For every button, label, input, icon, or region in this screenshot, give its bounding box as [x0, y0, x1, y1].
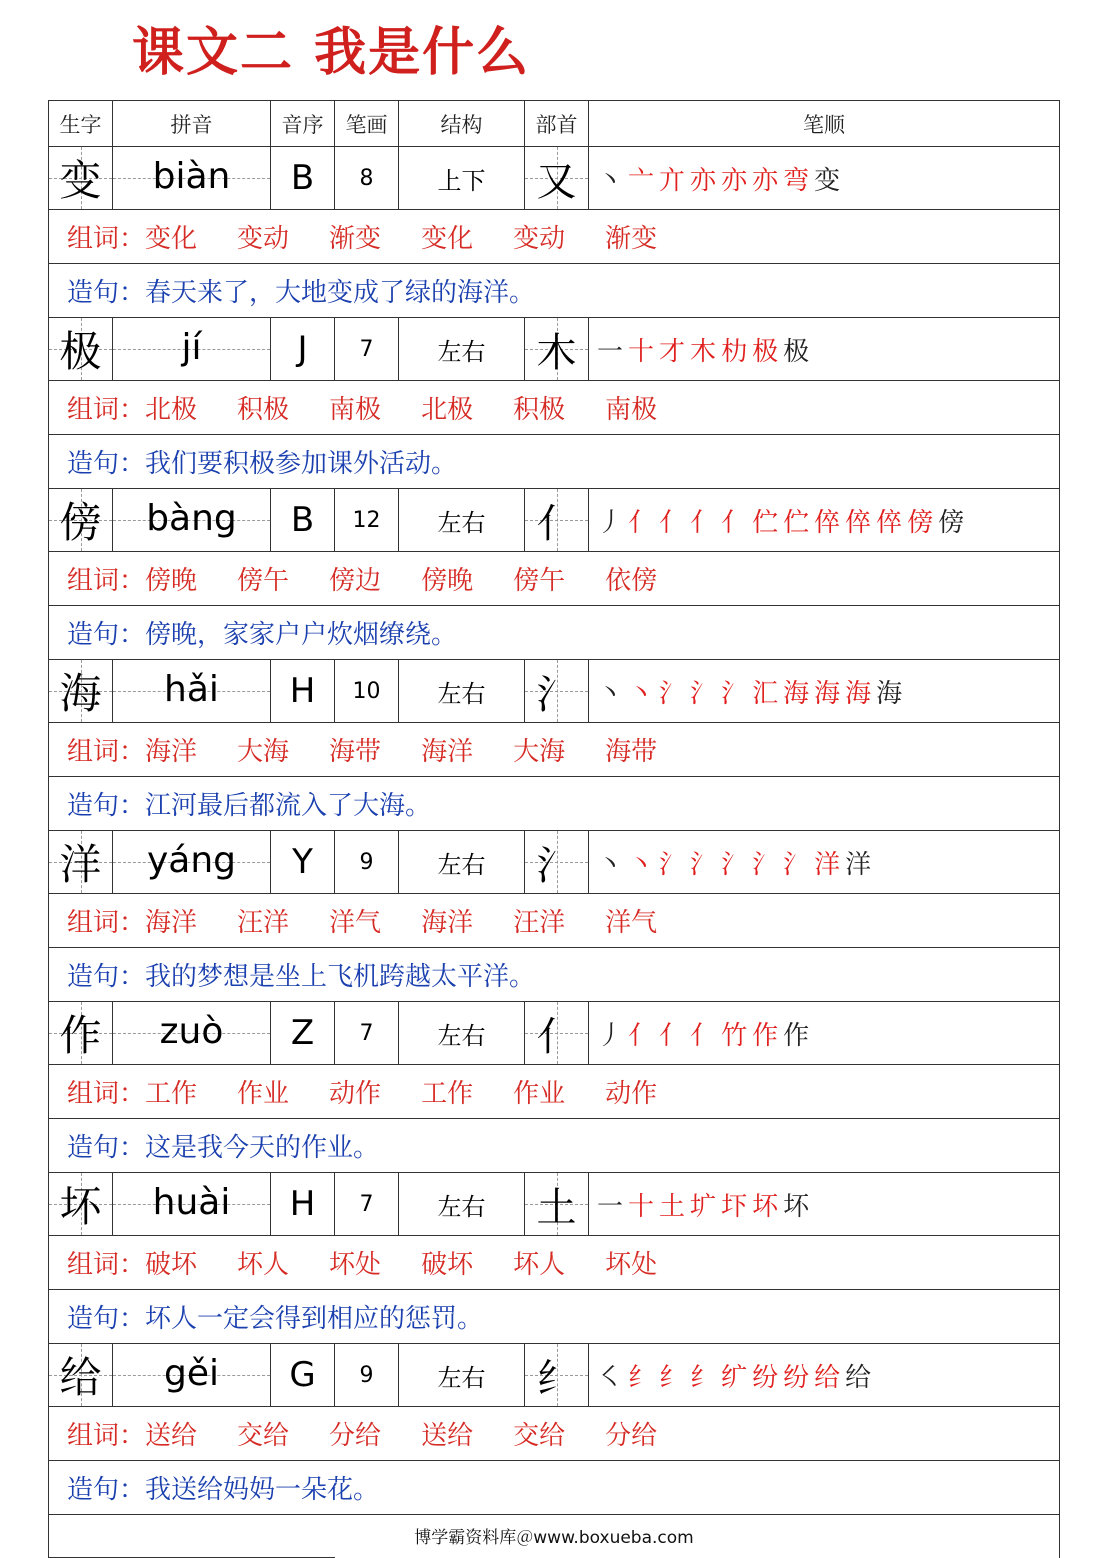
stroke-step: 亻 — [628, 507, 655, 538]
stroke-step: 倅 — [876, 507, 903, 538]
stroke-step: 竹 — [721, 1020, 748, 1051]
character-row — [48, 317, 1060, 380]
stroke-order — [597, 1186, 814, 1223]
word: 坏处 — [329, 1250, 382, 1280]
character-row — [48, 1172, 1060, 1235]
structure: 左右 — [437, 508, 486, 537]
stroke-step: 傍 — [938, 507, 965, 538]
sentence-row — [48, 605, 1060, 659]
structure: 左右 — [437, 679, 486, 708]
radical: 亻 — [536, 500, 577, 547]
sentence-label: 造句： — [67, 791, 146, 821]
stroke-step: 洋 — [845, 849, 872, 880]
stroke-order — [597, 1015, 814, 1052]
header-radical: 部首 — [525, 101, 589, 146]
character: 坏 — [59, 1182, 102, 1231]
pinyin-cell — [113, 318, 271, 380]
word: 海洋 — [145, 737, 198, 767]
word: 送给 — [421, 1421, 474, 1451]
structure: 左右 — [437, 337, 486, 366]
stroke-step: 纷 — [783, 1362, 810, 1393]
word: 交给 — [513, 1421, 566, 1451]
stroke-order — [597, 1357, 876, 1394]
stroke-count: 10 — [352, 678, 381, 704]
initial-cell — [271, 831, 335, 893]
word: 海洋 — [421, 908, 474, 938]
words-label: 组词： — [67, 908, 146, 938]
radical: 土 — [536, 1184, 577, 1231]
strokes-cell — [335, 1002, 399, 1064]
pinyin: gěi — [163, 1352, 219, 1394]
radical-cell — [525, 489, 589, 551]
stroke-order-cell — [589, 318, 1059, 380]
stroke-step: 亦 — [752, 165, 779, 196]
word: 北极 — [421, 395, 474, 425]
pinyin-cell — [113, 1344, 271, 1406]
stroke-step: 氵 — [690, 849, 717, 880]
strokes-cell — [335, 1173, 399, 1235]
stroke-step: 亦 — [721, 165, 748, 196]
stroke-order-cell — [589, 660, 1059, 722]
radical-cell — [525, 1344, 589, 1406]
radical-cell — [525, 318, 589, 380]
word: 汪洋 — [513, 908, 566, 938]
stroke-step: 作 — [783, 1020, 810, 1051]
strokes-cell — [335, 147, 399, 209]
words-label: 组词： — [67, 1079, 146, 1109]
pinyin: zuò — [159, 1010, 224, 1052]
stroke-step: 海 — [783, 678, 810, 709]
structure-cell — [399, 318, 525, 380]
stroke-step: 亻 — [659, 507, 686, 538]
radical: 氵 — [536, 671, 577, 718]
stroke-step: 木 — [690, 336, 717, 367]
sentence-label: 造句： — [67, 449, 146, 479]
stroke-step: 丿 — [597, 1020, 624, 1051]
structure-cell — [399, 1344, 525, 1406]
word: 洋气 — [329, 908, 382, 938]
stroke-step: 氵 — [659, 849, 686, 880]
header-initial: 音序 — [271, 101, 335, 146]
radical: 亻 — [536, 1013, 577, 1060]
stroke-step: 亻 — [628, 1020, 655, 1051]
sentence-label: 造句： — [67, 278, 146, 308]
words-row — [48, 551, 1060, 605]
initial: J — [297, 329, 308, 369]
stroke-step: 洋 — [814, 849, 841, 880]
structure-cell — [399, 831, 525, 893]
char-cell — [49, 660, 113, 722]
stroke-step: 亻 — [659, 1020, 686, 1051]
char-cell — [49, 147, 113, 209]
stroke-step: 倅 — [845, 507, 872, 538]
stroke-step: 纟 — [690, 1362, 717, 1393]
stroke-step: 亣 — [659, 165, 686, 196]
structure: 上下 — [437, 166, 486, 195]
stroke-order-cell — [589, 831, 1059, 893]
stroke-step: 纟 — [659, 1362, 686, 1393]
stroke-step: 圷 — [721, 1191, 748, 1222]
character-row — [48, 146, 1060, 209]
word: 傍晚 — [421, 566, 474, 596]
stroke-step: 一 — [597, 336, 624, 367]
words-row — [48, 209, 1060, 263]
header-pinyin: 拼音 — [113, 101, 271, 146]
char-cell — [49, 1173, 113, 1235]
sentence-label: 造句： — [67, 1304, 146, 1334]
character-row — [48, 1001, 1060, 1064]
word: 南极 — [329, 395, 382, 425]
pinyin: hǎi — [164, 668, 219, 710]
word: 工作 — [145, 1079, 198, 1109]
initial: H — [289, 671, 316, 711]
strokes-cell — [335, 660, 399, 722]
word: 傍晚 — [145, 566, 198, 596]
radical-cell — [525, 147, 589, 209]
words-row — [48, 722, 1060, 776]
words-row — [48, 893, 1060, 947]
strokes-cell — [335, 318, 399, 380]
strokes-cell — [335, 489, 399, 551]
stroke-step: 汇 — [752, 678, 779, 709]
word: 傍午 — [513, 566, 566, 596]
header-stroke-order: 笔顺 — [803, 112, 845, 137]
stroke-count: 9 — [359, 1362, 374, 1388]
char-cell — [49, 318, 113, 380]
sentence-label: 造句： — [67, 1475, 146, 1505]
stroke-step: 才 — [659, 336, 686, 367]
pinyin-cell — [113, 1173, 271, 1235]
stroke-step: 坏 — [752, 1191, 779, 1222]
character-row — [48, 659, 1060, 722]
char-cell — [49, 1002, 113, 1064]
sentence: 这是我今天的作业。 — [145, 1133, 380, 1163]
structure: 左右 — [437, 1363, 486, 1392]
structure: 左右 — [437, 1192, 486, 1221]
stroke-step: 氵 — [721, 849, 748, 880]
stroke-order — [597, 502, 969, 539]
char-cell — [49, 831, 113, 893]
stroke-step: 氵 — [752, 849, 779, 880]
structure: 左右 — [437, 1021, 486, 1050]
word: 动作 — [605, 1079, 658, 1109]
stroke-count: 12 — [352, 507, 381, 533]
header-strokes: 笔画 — [335, 101, 399, 146]
initial-cell — [271, 1173, 335, 1235]
stroke-order-cell — [589, 1344, 1059, 1406]
stroke-step: 倅 — [814, 507, 841, 538]
initial-cell — [271, 318, 335, 380]
stroke-step: 给 — [845, 1362, 872, 1393]
char-cell — [49, 489, 113, 551]
stroke-step: 亠 — [628, 165, 655, 196]
pinyin: biàn — [152, 155, 231, 197]
sentence: 我送给妈妈一朵花。 — [145, 1475, 380, 1505]
page-title: 课文二 我是什么 — [132, 22, 531, 83]
stroke-step: 海 — [845, 678, 872, 709]
pinyin-cell — [113, 147, 271, 209]
initial: B — [290, 500, 315, 540]
stroke-step: 弯 — [783, 165, 810, 196]
stroke-order — [597, 673, 907, 710]
words-label: 组词： — [67, 737, 146, 767]
sentence-row — [48, 1289, 1060, 1343]
stroke-order-cell — [589, 489, 1059, 551]
radical-cell — [525, 1173, 589, 1235]
word: 傍边 — [329, 566, 382, 596]
stroke-step: 十 — [628, 336, 655, 367]
word: 交给 — [237, 1421, 290, 1451]
stroke-step: 朸 — [721, 336, 748, 367]
initial: H — [289, 1184, 316, 1224]
radical: 氵 — [536, 842, 577, 889]
character-row — [48, 488, 1060, 551]
words-label: 组词： — [67, 1421, 146, 1451]
sentence-label: 造句： — [67, 620, 146, 650]
stroke-step: 氵 — [659, 678, 686, 709]
word: 破坏 — [421, 1250, 474, 1280]
stroke-step: 变 — [814, 165, 841, 196]
word: 变动 — [513, 224, 566, 254]
word: 作业 — [237, 1079, 290, 1109]
stroke-step: 氵 — [690, 678, 717, 709]
initial: B — [290, 158, 315, 198]
word: 坏处 — [605, 1250, 658, 1280]
pinyin-cell — [113, 1002, 271, 1064]
word: 变动 — [237, 224, 290, 254]
stroke-step: 亻 — [690, 507, 717, 538]
words-label: 组词： — [67, 224, 146, 254]
words-label: 组词： — [67, 395, 146, 425]
initial: Y — [292, 842, 313, 882]
structure-cell — [399, 489, 525, 551]
character: 极 — [59, 327, 102, 376]
pinyin-cell — [113, 660, 271, 722]
stroke-step: 极 — [783, 336, 810, 367]
character: 给 — [59, 1353, 102, 1402]
structure-cell — [399, 660, 525, 722]
stroke-step: 氵 — [783, 849, 810, 880]
word: 变化 — [145, 224, 198, 254]
stroke-order-cell — [589, 147, 1059, 209]
word: 变化 — [421, 224, 474, 254]
stroke-step: 作 — [752, 1020, 779, 1051]
structure: 左右 — [437, 850, 486, 879]
word: 送给 — [145, 1421, 198, 1451]
word: 积极 — [237, 395, 290, 425]
word: 积极 — [513, 395, 566, 425]
stroke-step: 丶 — [628, 678, 655, 709]
word: 依傍 — [605, 566, 658, 596]
word: 工作 — [421, 1079, 474, 1109]
initial-cell — [271, 1344, 335, 1406]
sentence: 傍晚，家家户户炊烟缭绕。 — [145, 620, 458, 650]
sentence-label: 造句： — [67, 1133, 146, 1163]
stroke-step: 圹 — [690, 1191, 717, 1222]
stroke-count: 9 — [359, 849, 374, 875]
stroke-step: 丶 — [597, 165, 624, 196]
stroke-count: 8 — [359, 165, 374, 191]
words-row — [48, 1235, 1060, 1289]
word: 分给 — [605, 1421, 658, 1451]
character: 洋 — [59, 840, 102, 889]
stroke-step: 纷 — [752, 1362, 779, 1393]
word: 傍午 — [237, 566, 290, 596]
word: 海带 — [329, 737, 382, 767]
stroke-step: 丶 — [597, 678, 624, 709]
initial-cell — [271, 147, 335, 209]
radical-cell — [525, 1002, 589, 1064]
sentence-row — [48, 947, 1060, 1001]
word: 动作 — [329, 1079, 382, 1109]
radical-cell — [525, 660, 589, 722]
stroke-order — [597, 331, 814, 368]
character: 海 — [59, 669, 102, 718]
sentence: 我的梦想是坐上飞机跨越太平洋。 — [145, 962, 536, 992]
sentence-label: 造句： — [67, 962, 146, 992]
initial-cell — [271, 660, 335, 722]
character: 傍 — [59, 498, 102, 547]
words-label: 组词： — [67, 1250, 146, 1280]
word: 坏人 — [237, 1250, 290, 1280]
pinyin: bàng — [146, 497, 237, 539]
pinyin: huài — [152, 1181, 231, 1223]
character: 作 — [59, 1011, 102, 1060]
stroke-step: 氵 — [721, 678, 748, 709]
strokes-cell — [335, 1344, 399, 1406]
initial-cell — [271, 1002, 335, 1064]
strokes-cell — [335, 831, 399, 893]
stroke-step: 亻 — [721, 507, 748, 538]
stroke-step: 给 — [814, 1362, 841, 1393]
word: 洋气 — [605, 908, 658, 938]
stroke-step: 坏 — [783, 1191, 810, 1222]
stroke-step: 一 — [597, 1191, 624, 1222]
radical-cell — [525, 831, 589, 893]
character: 变 — [59, 156, 102, 205]
stroke-step: 亻 — [690, 1020, 717, 1051]
sentence: 我们要积极参加课外活动。 — [145, 449, 458, 479]
stroke-count: 7 — [359, 1020, 374, 1046]
footer-text: 博学霸资料库＠www.boxueba.com — [414, 1528, 694, 1548]
stroke-step: 纟 — [628, 1362, 655, 1393]
initial-cell — [271, 489, 335, 551]
structure-cell — [399, 1002, 525, 1064]
stroke-order-cell — [589, 1173, 1059, 1235]
word: 海带 — [605, 737, 658, 767]
footer-row — [48, 1514, 1060, 1558]
word: 作业 — [513, 1079, 566, 1109]
structure-cell — [399, 1173, 525, 1235]
sentence: 坏人一定会得到相应的惩罚。 — [145, 1304, 484, 1334]
char-cell — [49, 1344, 113, 1406]
word: 海洋 — [421, 737, 474, 767]
word: 渐变 — [605, 224, 658, 254]
word: 海洋 — [145, 908, 198, 938]
header-structure: 结构 — [399, 101, 525, 146]
stroke-step: 伫 — [752, 507, 779, 538]
sentence-row — [48, 1118, 1060, 1172]
header-char: 生字 — [49, 101, 113, 146]
stroke-step: ㇛ — [597, 1362, 624, 1393]
word: 汪洋 — [237, 908, 290, 938]
character-row — [48, 1343, 1060, 1406]
word: 北极 — [145, 395, 198, 425]
word: 大海 — [237, 737, 290, 767]
stroke-step: 土 — [659, 1191, 686, 1222]
stroke-order — [597, 844, 876, 881]
stroke-count: 7 — [359, 1191, 374, 1217]
radical: 又 — [536, 158, 577, 205]
pinyin-cell — [113, 831, 271, 893]
stroke-step: 极 — [752, 336, 779, 367]
sentence-row — [48, 263, 1060, 317]
stroke-step: 海 — [876, 678, 903, 709]
word: 坏人 — [513, 1250, 566, 1280]
stroke-step: 海 — [814, 678, 841, 709]
word: 大海 — [513, 737, 566, 767]
sentence-row — [48, 1460, 1060, 1514]
stroke-step: 傍 — [907, 507, 934, 538]
initial: G — [289, 1355, 316, 1395]
radical: 纟 — [536, 1355, 577, 1402]
stroke-step: 伫 — [783, 507, 810, 538]
character-row — [48, 830, 1060, 893]
stroke-step: 丿 — [597, 507, 624, 538]
word: 渐变 — [329, 224, 382, 254]
sentence-row — [48, 434, 1060, 488]
pinyin-cell — [113, 489, 271, 551]
stroke-step: 丶 — [597, 849, 624, 880]
table-header — [48, 100, 1060, 146]
sentence: 春天来了，大地变成了绿的海洋。 — [145, 278, 536, 308]
word: 破坏 — [145, 1250, 198, 1280]
stroke-order-cell — [589, 1002, 1059, 1064]
stroke-step: 纩 — [721, 1362, 748, 1393]
sentence: 江河最后都流入了大海。 — [145, 791, 432, 821]
sentence-row — [48, 776, 1060, 830]
initial: Z — [290, 1013, 315, 1053]
character-table — [48, 100, 1060, 1558]
word: 分给 — [329, 1421, 382, 1451]
words-label: 组词： — [67, 566, 146, 596]
radical: 木 — [536, 329, 577, 376]
stroke-count: 7 — [359, 336, 374, 362]
pinyin: yáng — [146, 839, 237, 881]
stroke-step: 丶 — [628, 849, 655, 880]
words-row — [48, 380, 1060, 434]
stroke-step: 十 — [628, 1191, 655, 1222]
word: 南极 — [605, 395, 658, 425]
stroke-step: 亦 — [690, 165, 717, 196]
words-row — [48, 1064, 1060, 1118]
pinyin: jí — [181, 326, 202, 368]
words-row — [48, 1406, 1060, 1460]
stroke-order — [597, 160, 845, 197]
structure-cell — [399, 147, 525, 209]
